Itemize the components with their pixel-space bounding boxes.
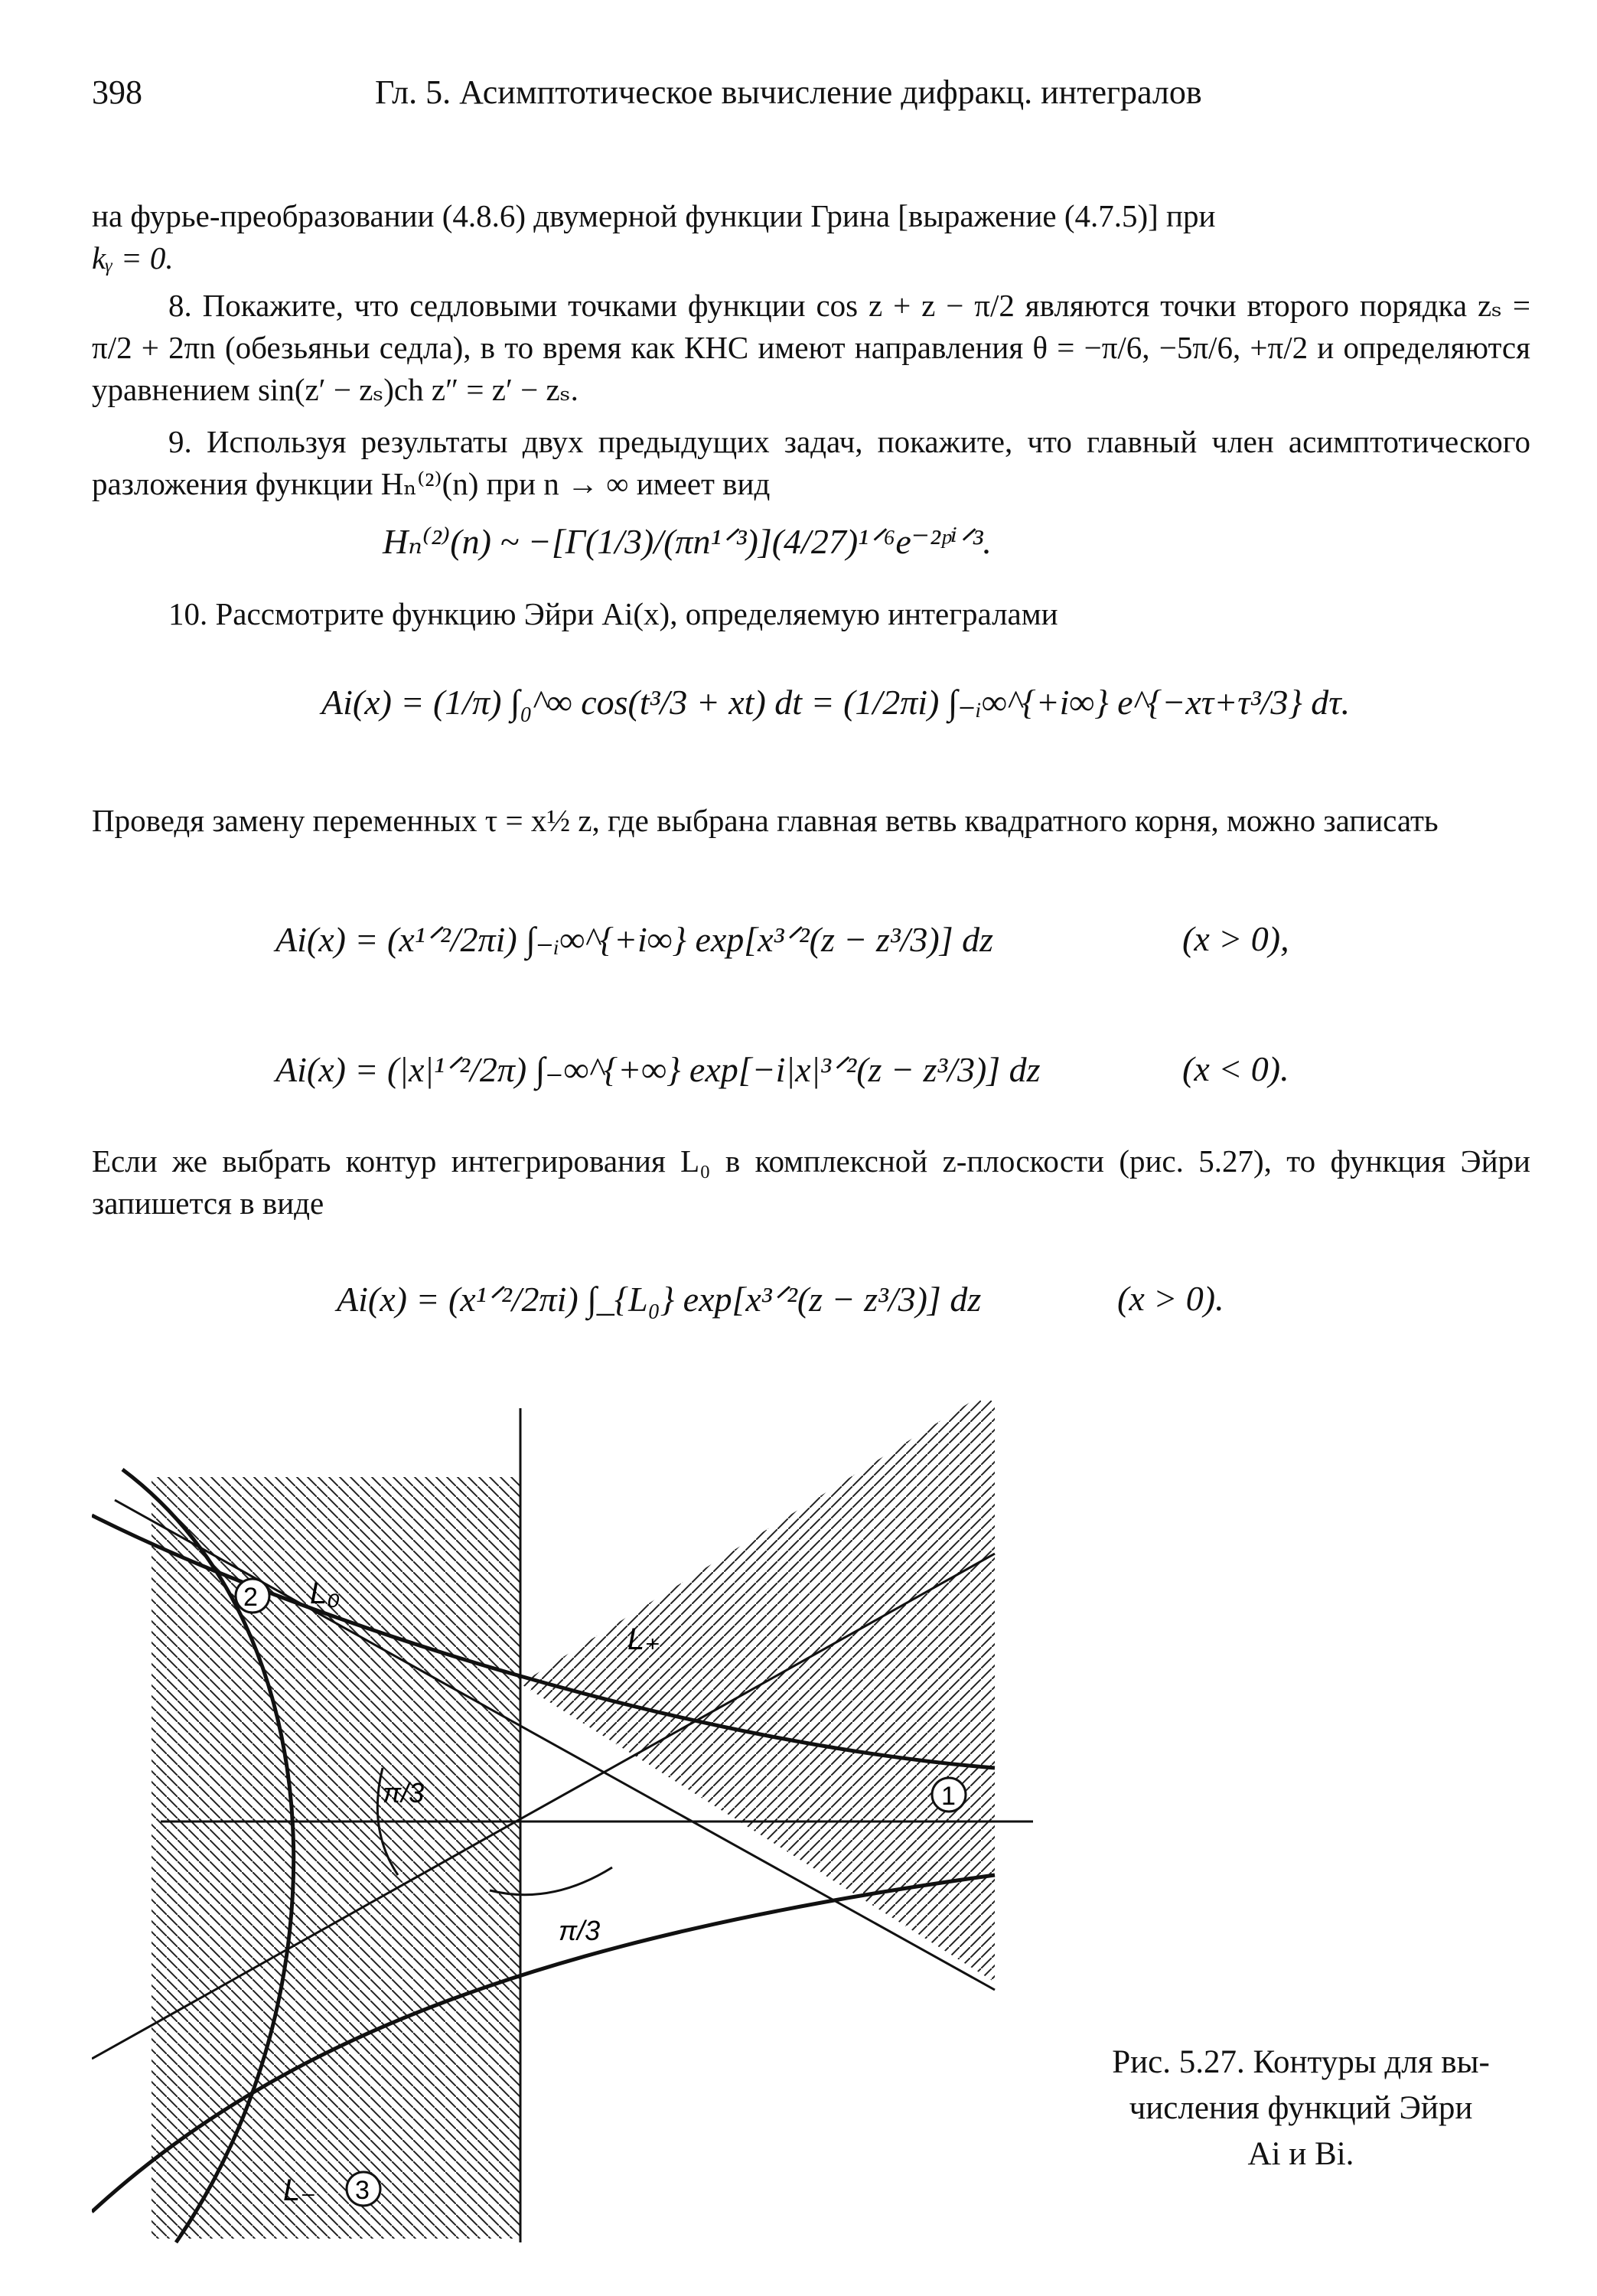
caption-line-2: числения функций Эйри	[1129, 2090, 1473, 2126]
running-title: Гл. 5. Асимптотическое вычисление дифракц. интегралов	[375, 73, 1202, 111]
region-label-3: 3	[355, 2176, 370, 2205]
equation-11b: Ai(x) = (|x|¹ᐟ²/2π) ∫₋∞^{+∞} exp[−i|x|³ᐟ²(z − z³/3)] dz	[275, 1050, 1041, 1089]
contour-figure	[92, 1401, 1071, 2250]
label-L0: L₀	[310, 1577, 341, 1610]
region-label-2: 2	[243, 1583, 258, 1612]
label-angle-upper: π/3	[383, 1777, 425, 1808]
equation-10: Ai(x) = (1/π) ∫₀^∞ cos(t³/3 + xt) dt = (1/2πi) ∫₋ᵢ∞^{+i∞} e^{−xτ+τ³/3} dτ.	[321, 683, 1351, 722]
label-L-plus: L₊	[627, 1623, 661, 1656]
equation-12: Ai(x) = (x¹ᐟ²/2πi) ∫_{L₀} exp[x³ᐟ²(z − z³/3)] dz	[337, 1280, 982, 1319]
equation-11b-condition: (x < 0).	[1182, 1049, 1289, 1088]
region-label-1: 1	[941, 1782, 956, 1811]
equation-12-condition: (x > 0).	[1117, 1279, 1224, 1318]
page-header	[92, 73, 1530, 119]
caption-line-1: Рис. 5.27. Контуры для вы-	[1112, 2044, 1490, 2080]
intro-line2: kᵧ = 0.	[92, 240, 174, 276]
caption-line-3: Ai и Bi.	[1247, 2136, 1354, 2172]
label-angle-lower: π/3	[559, 1915, 601, 1946]
equation-11a: Ai(x) = (x¹ᐟ²/2πi) ∫₋ᵢ∞^{+i∞} exp[x³ᐟ²(z − z³/3)] dz	[275, 920, 994, 959]
intro-line1: на фурье-преобразовании (4.8.6) двумерной функции Грина [выражение (4.7.5)] при	[92, 198, 1216, 233]
substitution-paragraph: Проведя замену переменных τ = x½ z, где выбрана главная ветвь квадратного корня, можно записать	[92, 803, 1439, 838]
problem-9: 9. Используя результаты двух предыдущих задач, покажите, что главный член асимптотического разложения функции Hₙ⁽²⁾(n) при n → ∞ имеет вид	[92, 424, 1530, 501]
equation-9: Hₙ⁽²⁾(n) ~ −[Γ(1/3)/(πn¹ᐟ³)](4/27)¹ᐟ⁶e⁻²ᵖⁱᐟ³.	[383, 522, 992, 561]
label-L-minus: L₋	[283, 2174, 317, 2207]
problem-8: 8. Покажите, что седловыми точками функции cos z + z − π/2 являются точки второго порядка zₛ = π/2 + 2πn (обезьяньи седла), в то время как КНС имеют направления θ = −π/6, −5π/6, +π/2 и определяются уравнением sin(z′ − zₛ)ch z″ = z′ − zₛ.	[92, 288, 1530, 407]
page-number: 398	[92, 73, 142, 111]
equation-11a-condition: (x > 0),	[1182, 919, 1289, 958]
figure-caption	[1071, 2040, 1530, 2177]
contour-paragraph: Если же выбрать контур интегрирования L₀ в комплексной z-плоскости (рис. 5.27), то функция Эйри запишется в виде	[92, 1143, 1530, 1221]
problem-10: 10. Рассмотрите функцию Эйри Ai(x), определяемую интегралами	[168, 596, 1058, 631]
